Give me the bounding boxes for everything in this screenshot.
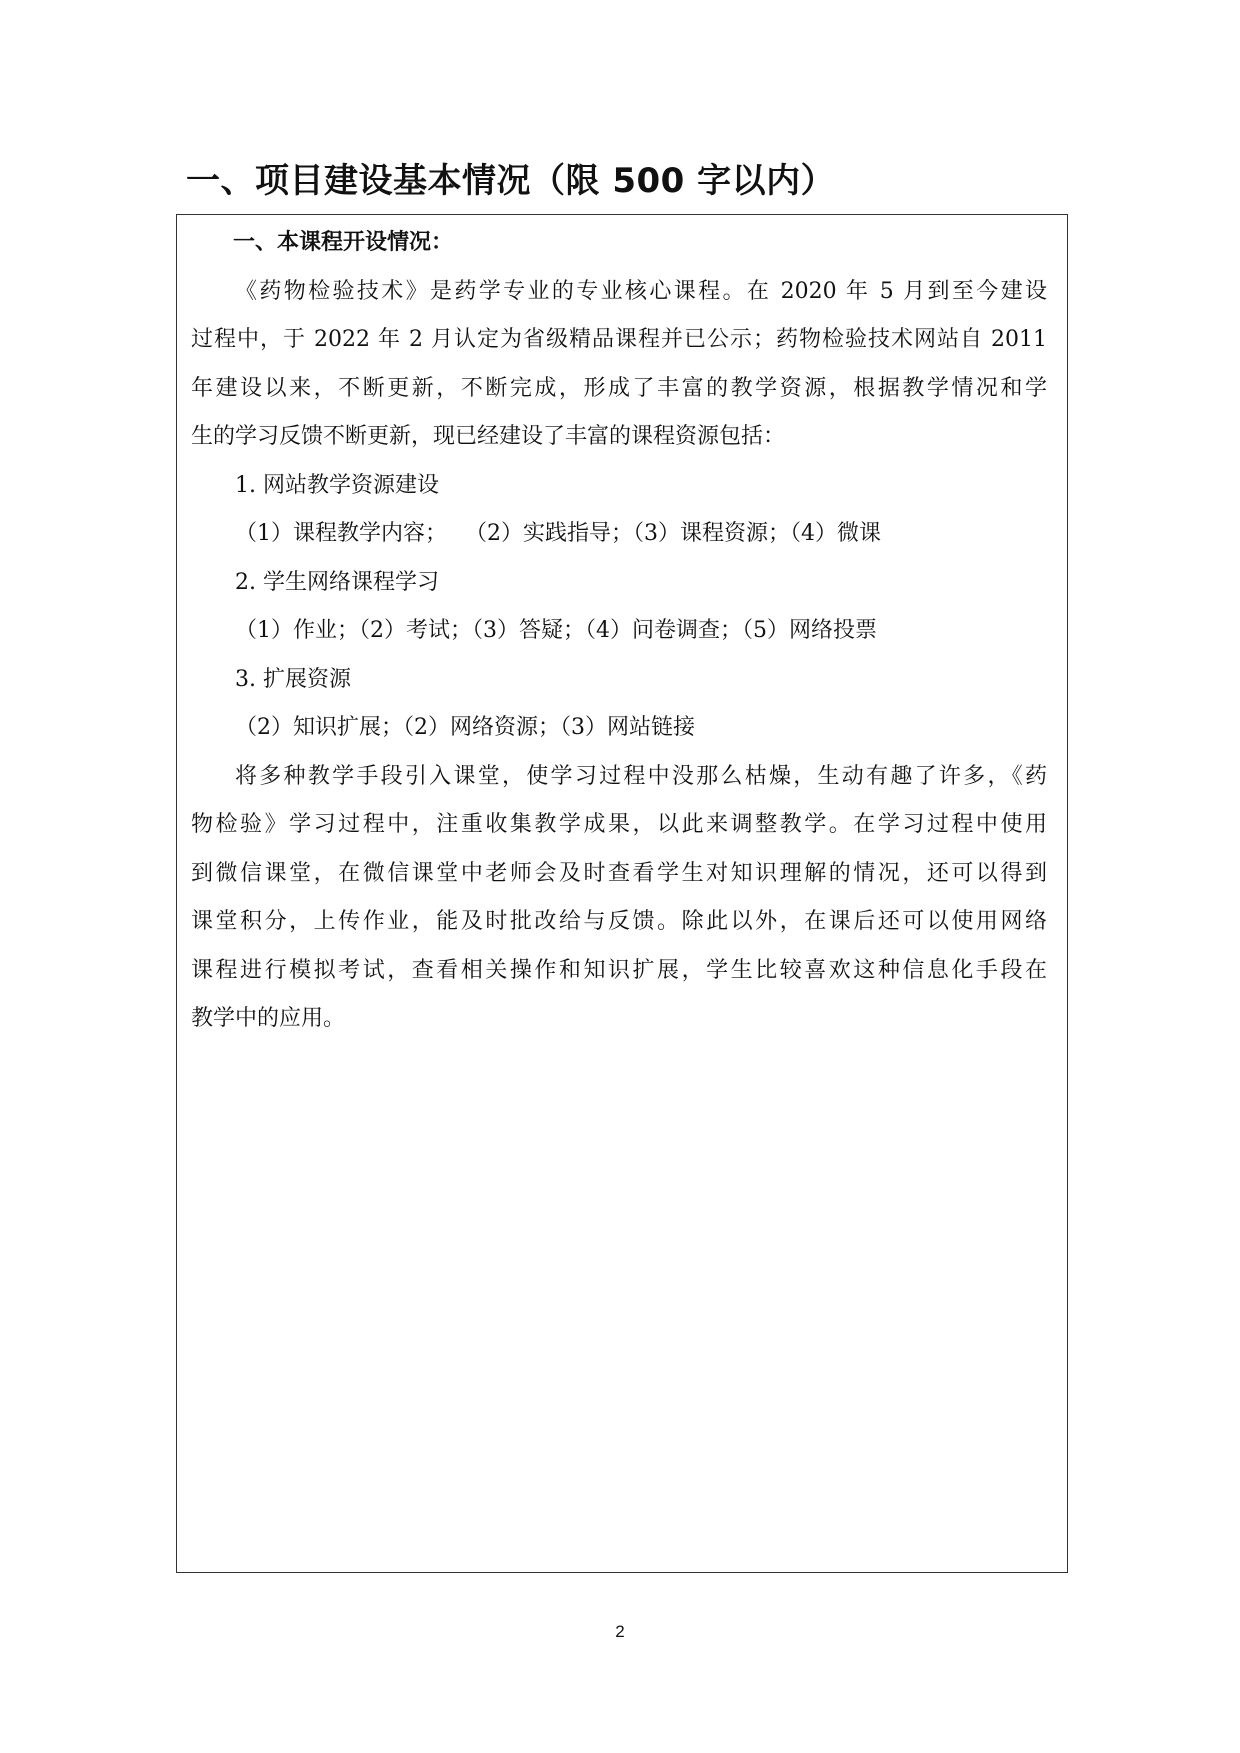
form-box: [176, 214, 1068, 1573]
paragraph-line: 生的学习反馈不断更新，现已经建设了丰富的课程资源包括：: [191, 424, 786, 449]
section-title: 一、本课程开设情况：: [233, 230, 454, 255]
list-item-detail: （1）课程教学内容； （2）实践指导；（3）课程资源；（4）微课: [235, 521, 881, 546]
paragraph-line: 将多种教学手段引入课堂，使学习过程中没那么枯燥，生动有趣了许多，《药: [235, 763, 1047, 789]
paragraph-line: 年建设以来，不断更新，不断完成，形成了丰富的教学资源，根据教学情况和学: [191, 375, 1047, 401]
paragraph-line: 《药物检验技术》是药学专业的专业核心课程。在 2020 年 5 月到至今建设: [235, 278, 1047, 304]
paragraph-line: 课程进行模拟考试，查看相关操作和知识扩展，学生比较喜欢这种信息化手段在: [191, 957, 1047, 983]
paragraph-line: 物检验》学习过程中，注重收集教学成果，以此来调整教学。在学习过程中使用: [191, 812, 1047, 837]
page-number: 2: [615, 1622, 625, 1641]
list-item: 2. 学生网络课程学习: [235, 569, 439, 595]
list-item-detail: （2）知识扩展；（2）网络资源；（3）网站链接: [235, 715, 695, 740]
list-item: 3. 扩展资源: [235, 666, 351, 692]
paragraph-line: 课堂积分，上传作业，能及时批改给与反馈。除此以外，在课后还可以使用网络: [191, 909, 1047, 934]
paragraph-line: 到微信课堂，在微信课堂中老师会及时查看学生对知识理解的情况，还可以得到: [191, 860, 1047, 886]
form-content: [191, 219, 1047, 1044]
paragraph-line: 过程中，于 2022 年 2 月认定为省级精品课程并已公示；药物检验技术网站自 2011: [191, 327, 1047, 352]
page-heading: 一、项目建设基本情况（限 500 字以内）: [186, 161, 836, 201]
paragraph-line: 教学中的应用。: [191, 1006, 346, 1031]
list-item-detail: （1）作业；（2）考试；（3）答疑；（4）问卷调查；（5）网络投票: [235, 618, 877, 643]
list-item: 1. 网站教学资源建设: [235, 472, 439, 498]
